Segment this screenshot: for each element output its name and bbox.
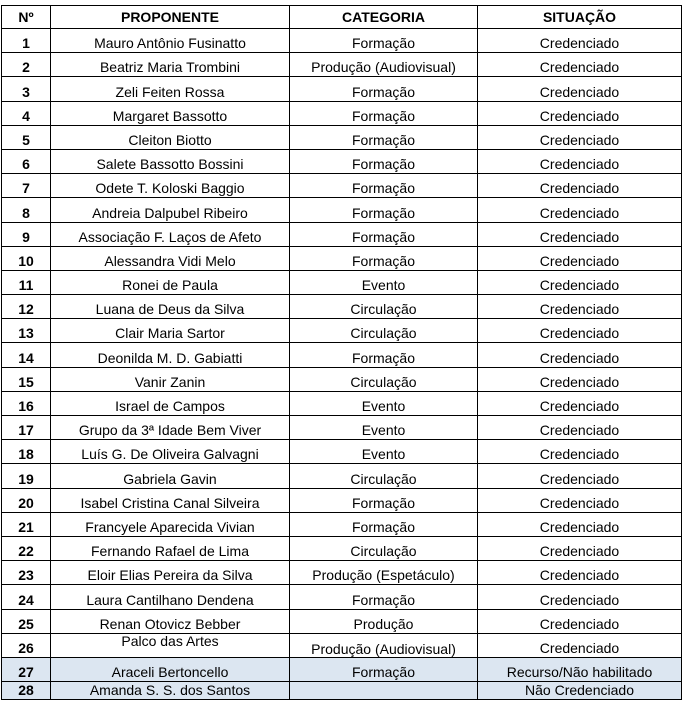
cell-num: 26 — [2, 633, 51, 657]
cell-categoria: Circulação — [290, 536, 478, 560]
cell-proponente: Deonilda M. D. Gabiatti — [51, 343, 290, 367]
table-header-row — [2, 6, 682, 29]
cell-proponente: Francyele Aparecida Vivian — [51, 512, 290, 536]
cell-proponente: Araceli Bertoncello — [51, 657, 290, 681]
cell-categoria: Circulação — [290, 464, 478, 488]
table-row — [2, 77, 682, 101]
table-row — [2, 464, 682, 488]
cell-num: 5 — [2, 125, 51, 149]
cell-categoria: Formação — [290, 77, 478, 101]
cell-num: 21 — [2, 512, 51, 536]
table-row — [2, 246, 682, 270]
cell-proponente: Odete T. Koloski Baggio — [51, 174, 290, 198]
cell-proponente: Clair Maria Sartor — [51, 319, 290, 343]
cell-categoria: Formação — [290, 198, 478, 222]
cell-proponente: Palco das Artes — [51, 633, 290, 657]
table-row — [2, 149, 682, 173]
cell-categoria: Evento — [290, 416, 478, 440]
cell-situacao: Credenciado — [478, 174, 682, 198]
table-row — [2, 319, 682, 343]
table-row — [2, 609, 682, 633]
cell-num: 16 — [2, 391, 51, 415]
table-row — [2, 391, 682, 415]
table-row — [2, 536, 682, 560]
cell-situacao: Não Credenciado — [478, 682, 682, 700]
header-situacao: SITUAÇÃO — [478, 6, 682, 29]
cell-proponente: Luís G. De Oliveira Galvagni — [51, 440, 290, 464]
cell-num: 2 — [2, 53, 51, 77]
cell-categoria: Formação — [290, 488, 478, 512]
cell-categoria: Formação — [290, 149, 478, 173]
cell-categoria: Circulação — [290, 295, 478, 319]
cell-situacao: Credenciado — [478, 609, 682, 633]
cell-num: 6 — [2, 149, 51, 173]
cell-proponente: Luana de Deus da Silva — [51, 295, 290, 319]
header-proponente: PROPONENTE — [51, 6, 290, 29]
cell-num: 20 — [2, 488, 51, 512]
cell-situacao: Credenciado — [478, 125, 682, 149]
cell-proponente: Mauro Antônio Fusinatto — [51, 29, 290, 53]
cell-num: 10 — [2, 246, 51, 270]
cell-num: 7 — [2, 174, 51, 198]
cell-proponente: Alessandra Vidi Melo — [51, 246, 290, 270]
cell-proponente: Amanda S. S. dos Santos — [51, 682, 290, 700]
cell-categoria: Formação — [290, 343, 478, 367]
cell-categoria: Produção (Audiovisual) — [290, 53, 478, 77]
table-row-highlighted — [2, 682, 682, 700]
cell-situacao: Credenciado — [478, 488, 682, 512]
cell-num: 13 — [2, 319, 51, 343]
cell-num: 8 — [2, 198, 51, 222]
table-row — [2, 295, 682, 319]
table-row — [2, 29, 682, 53]
table-row — [2, 343, 682, 367]
cell-categoria — [290, 682, 478, 700]
cell-situacao: Credenciado — [478, 77, 682, 101]
cell-categoria: Formação — [290, 246, 478, 270]
cell-categoria: Produção (Audiovisual) — [290, 633, 478, 657]
cell-categoria: Circulação — [290, 367, 478, 391]
cell-categoria: Evento — [290, 391, 478, 415]
cell-categoria: Formação — [290, 222, 478, 246]
cell-situacao: Credenciado — [478, 295, 682, 319]
cell-categoria: Formação — [290, 174, 478, 198]
cell-categoria: Produção — [290, 609, 478, 633]
cell-proponente: Laura Cantilhano Dendena — [51, 585, 290, 609]
cell-num: 4 — [2, 101, 51, 125]
cell-situacao: Credenciado — [478, 343, 682, 367]
table-row — [2, 222, 682, 246]
cell-num: 3 — [2, 77, 51, 101]
cell-situacao: Credenciado — [478, 464, 682, 488]
cell-proponente: Ronei de Paula — [51, 270, 290, 294]
cell-proponente: Gabriela Gavin — [51, 464, 290, 488]
cell-proponente: Zeli Feiten Rossa — [51, 77, 290, 101]
table-row — [2, 174, 682, 198]
cell-proponente: Andreia Dalpubel Ribeiro — [51, 198, 290, 222]
cell-num: 24 — [2, 585, 51, 609]
table-row — [2, 488, 682, 512]
cell-categoria: Evento — [290, 440, 478, 464]
cell-proponente: Renan Otovicz Bebber — [51, 609, 290, 633]
table-row — [2, 416, 682, 440]
cell-num: 9 — [2, 222, 51, 246]
cell-situacao: Credenciado — [478, 633, 682, 657]
cell-categoria: Formação — [290, 125, 478, 149]
cell-proponente: Cleiton Biotto — [51, 125, 290, 149]
cell-situacao: Credenciado — [478, 416, 682, 440]
cell-situacao: Credenciado — [478, 585, 682, 609]
cell-num: 19 — [2, 464, 51, 488]
table-row — [2, 633, 682, 657]
table-row — [2, 561, 682, 585]
cell-proponente: Beatriz Maria Trombini — [51, 53, 290, 77]
cell-proponente: Grupo da 3ª Idade Bem Viver — [51, 416, 290, 440]
cell-situacao: Credenciado — [478, 101, 682, 125]
cell-num: 14 — [2, 343, 51, 367]
cell-proponente: Fernando Rafael de Lima — [51, 536, 290, 560]
cell-proponente: Vanir Zanin — [51, 367, 290, 391]
cell-categoria: Formação — [290, 101, 478, 125]
cell-situacao: Credenciado — [478, 29, 682, 53]
cell-num: 28 — [2, 682, 51, 700]
cell-situacao: Credenciado — [478, 53, 682, 77]
cell-num: 22 — [2, 536, 51, 560]
cell-situacao: Credenciado — [478, 246, 682, 270]
table-row — [2, 125, 682, 149]
cell-situacao: Credenciado — [478, 512, 682, 536]
cell-proponente: Israel de Campos — [51, 391, 290, 415]
cell-situacao: Credenciado — [478, 561, 682, 585]
table-row — [2, 101, 682, 125]
table-row — [2, 367, 682, 391]
cell-categoria: Formação — [290, 657, 478, 681]
header-categoria: CATEGORIA — [290, 6, 478, 29]
cell-num: 1 — [2, 29, 51, 53]
cell-proponente: Associação F. Laços de Afeto — [51, 222, 290, 246]
cell-situacao: Credenciado — [478, 222, 682, 246]
cell-num: 25 — [2, 609, 51, 633]
cell-num: 27 — [2, 657, 51, 681]
cell-situacao: Credenciado — [478, 270, 682, 294]
cell-situacao: Credenciado — [478, 149, 682, 173]
table-row — [2, 512, 682, 536]
table-row — [2, 585, 682, 609]
cell-situacao: Credenciado — [478, 319, 682, 343]
credentials-table — [1, 5, 682, 700]
table-row — [2, 270, 682, 294]
cell-categoria: Formação — [290, 585, 478, 609]
cell-proponente: Salete Bassotto Bossini — [51, 149, 290, 173]
cell-situacao: Credenciado — [478, 440, 682, 464]
cell-categoria: Evento — [290, 270, 478, 294]
cell-categoria: Produção (Espetáculo) — [290, 561, 478, 585]
table-row — [2, 440, 682, 464]
cell-proponente: Eloir Elias Pereira da Silva — [51, 561, 290, 585]
cell-num: 12 — [2, 295, 51, 319]
cell-categoria: Formação — [290, 512, 478, 536]
cell-situacao: Credenciado — [478, 198, 682, 222]
cell-categoria: Circulação — [290, 319, 478, 343]
table-row-highlighted — [2, 657, 682, 681]
header-num: Nº — [2, 6, 51, 29]
cell-num: 11 — [2, 270, 51, 294]
cell-categoria: Formação — [290, 29, 478, 53]
table-row — [2, 198, 682, 222]
cell-num: 18 — [2, 440, 51, 464]
cell-proponente: Margaret Bassotto — [51, 101, 290, 125]
cell-situacao: Credenciado — [478, 391, 682, 415]
cell-num: 23 — [2, 561, 51, 585]
cell-proponente: Isabel Cristina Canal Silveira — [51, 488, 290, 512]
cell-situacao: Recurso/Não habilitado — [478, 657, 682, 681]
cell-num: 17 — [2, 416, 51, 440]
cell-situacao: Credenciado — [478, 536, 682, 560]
table-row — [2, 53, 682, 77]
cell-situacao: Credenciado — [478, 367, 682, 391]
cell-num: 15 — [2, 367, 51, 391]
